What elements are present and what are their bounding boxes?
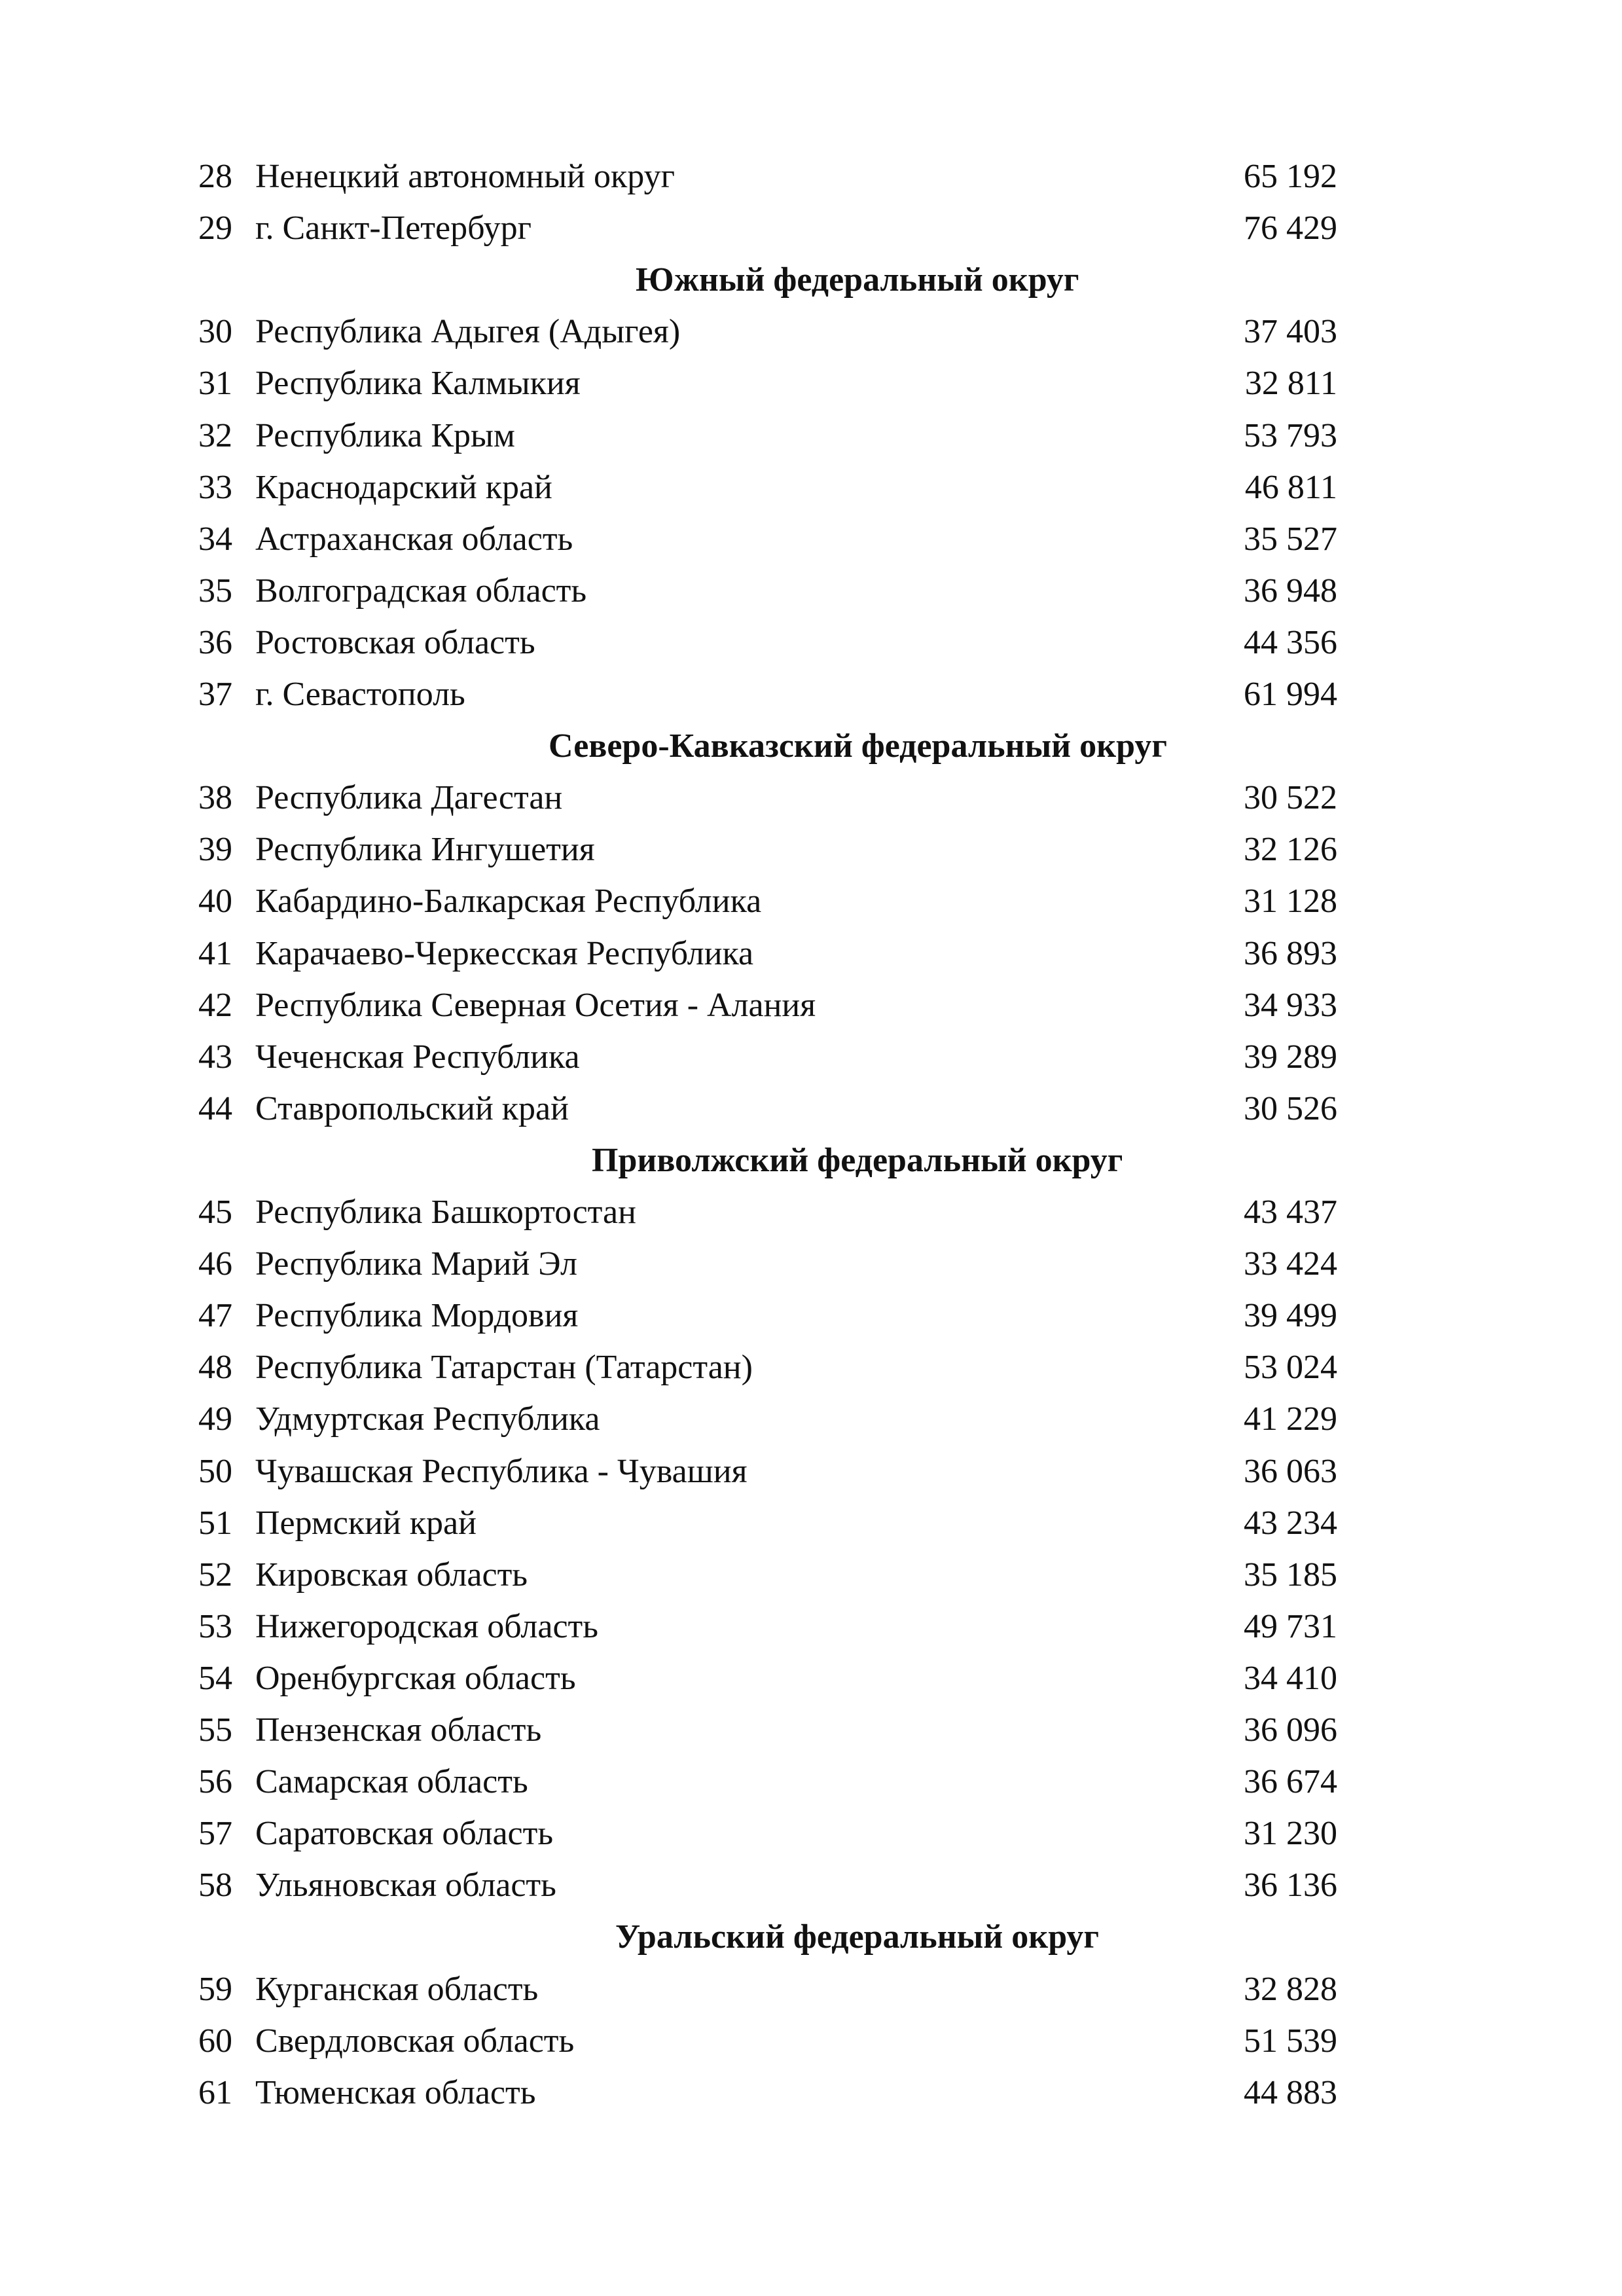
table-row [0,357,1622,409]
region-name: Республика Башкортостан [255,1194,636,1231]
region-name: Республика Адыгея (Адыгея) [255,313,681,351]
row-number: 55 [198,1711,232,1749]
table-row [0,1446,1622,1497]
region-value: 53 024 [1244,1349,1337,1387]
row-number: 39 [198,831,232,869]
section-title: Южный федеральный округ [636,261,1079,299]
row-number: 35 [198,572,232,610]
region-name: Кировская область [255,1556,528,1594]
table-row [0,462,1622,513]
row-number: 58 [198,1867,232,1904]
region-value: 39 289 [1244,1038,1337,1076]
region-name: Чеченская Республика [255,1038,580,1076]
region-name: Ставропольский край [255,1089,569,1127]
row-number: 30 [198,313,232,351]
region-value: 37 403 [1244,313,1337,351]
region-value: 31 230 [1244,1815,1337,1853]
section-title: Уральский федеральный округ [615,1918,1100,1956]
region-name: Республика Калмыкия [255,365,581,403]
table-row [0,1083,1622,1135]
row-number: 42 [198,986,232,1024]
region-name: Пензенская область [255,1711,542,1749]
region-value: 49 731 [1244,1607,1337,1645]
region-value: 31 128 [1244,883,1337,920]
region-value: 65 192 [1244,158,1337,195]
row-number: 34 [198,520,232,558]
region-name: Астраханская область [255,520,573,558]
row-number: 44 [198,1089,232,1127]
row-number: 28 [198,158,232,195]
region-value: 33 424 [1244,1245,1337,1283]
region-name: Республика Ингушетия [255,831,595,869]
region-name: г. Севастополь [255,676,465,713]
row-number: 32 [198,416,232,454]
table-row [0,1186,1622,1238]
region-value: 35 185 [1244,1556,1337,1594]
region-value: 32 811 [1244,365,1337,403]
region-value: 43 437 [1244,1194,1337,1231]
region-value: 30 526 [1244,1089,1337,1127]
table-row [0,979,1622,1031]
table-row [0,202,1622,254]
table-row [0,1601,1622,1652]
row-number: 36 [198,623,232,661]
row-number: 54 [198,1659,232,1697]
row-number: 57 [198,1815,232,1853]
row-number: 40 [198,883,232,920]
table-row [0,824,1622,875]
table-row [0,668,1622,720]
row-number: 56 [198,1763,232,1801]
region-value: 53 793 [1244,416,1337,454]
region-value: 36 948 [1244,572,1337,610]
section-heading [0,720,1622,772]
region-value: 61 994 [1244,676,1337,713]
region-name: Ненецкий автономный округ [255,158,675,195]
table-row [0,772,1622,824]
region-name: Республика Северная Осетия - Алания [255,986,816,1024]
region-value: 36 096 [1244,1711,1337,1749]
row-number: 53 [198,1607,232,1645]
row-number: 45 [198,1194,232,1231]
table-row [0,1238,1622,1290]
section-title: Приволжский федеральный округ [592,1141,1123,1179]
table-row [0,1497,1622,1549]
region-value: 39 499 [1244,1297,1337,1335]
row-number: 29 [198,210,232,247]
table-row [0,1341,1622,1393]
table-row [0,306,1622,357]
region-value: 34 933 [1244,986,1337,1024]
row-number: 59 [198,1970,232,2008]
region-name: Тюменская область [255,2073,536,2111]
row-number: 37 [198,676,232,713]
table-row [0,1756,1622,1808]
region-name: Чувашская Республика - Чувашия [255,1452,748,1490]
region-name: Саратовская область [255,1815,554,1853]
region-value: 32 126 [1244,831,1337,869]
region-name: Оренбургская область [255,1659,576,1697]
region-name: Республика Марий Эл [255,1245,577,1283]
row-number: 41 [198,934,232,972]
table-row [0,1031,1622,1083]
row-number: 52 [198,1556,232,1594]
table-row [0,565,1622,617]
region-value: 34 410 [1244,1659,1337,1697]
table-row [0,875,1622,927]
region-name: Свердловская область [255,2022,575,2060]
table-row [0,1859,1622,1911]
region-name: Ульяновская область [255,1867,556,1904]
region-value: 44 356 [1244,623,1337,661]
row-number: 43 [198,1038,232,1076]
region-name: Удмуртская Республика [255,1400,600,1438]
region-value: 46 811 [1244,468,1337,506]
row-number: 60 [198,2022,232,2060]
row-number: 48 [198,1349,232,1387]
region-name: Ростовская область [255,623,535,661]
table-row [0,513,1622,565]
region-value: 51 539 [1244,2022,1337,2060]
row-number: 51 [198,1504,232,1542]
table-row [0,2015,1622,2067]
region-value: 32 828 [1244,1970,1337,2008]
region-name: Курганская область [255,1970,539,2008]
table-row [0,1704,1622,1756]
region-name: Республика Татарстан (Татарстан) [255,1349,753,1387]
section-heading [0,1135,1622,1186]
region-name: Республика Мордовия [255,1297,579,1335]
table-row [0,1393,1622,1445]
region-value: 30 522 [1244,779,1337,817]
region-value: 76 429 [1244,210,1337,247]
region-value: 36 674 [1244,1763,1337,1801]
region-value: 36 893 [1244,934,1337,972]
table-row [0,1290,1622,1341]
region-name: Кабардино-Балкарская Республика [255,883,762,920]
region-value: 43 234 [1244,1504,1337,1542]
region-name: Республика Крым [255,416,515,454]
region-name: Самарская область [255,1763,528,1801]
row-number: 31 [198,365,232,403]
table-row [0,151,1622,202]
region-name: г. Санкт-Петербург [255,210,532,247]
region-value: 35 527 [1244,520,1337,558]
region-name: Карачаево-Черкесская Республика [255,934,754,972]
table-row [0,1963,1622,2015]
table-row [0,2067,1622,2119]
section-title: Северо-Кавказский федеральный округ [549,727,1167,765]
table-row [0,617,1622,668]
region-value: 44 883 [1244,2073,1337,2111]
section-heading [0,1911,1622,1963]
table-row [0,1808,1622,1859]
row-number: 46 [198,1245,232,1283]
row-number: 38 [198,779,232,817]
region-name: Республика Дагестан [255,779,563,817]
table-row [0,928,1622,979]
row-number: 50 [198,1452,232,1490]
table-row [0,1652,1622,1704]
row-number: 61 [198,2073,232,2111]
region-value: 41 229 [1244,1400,1337,1438]
region-name: Краснодарский край [255,468,552,506]
region-name: Волгоградская область [255,572,587,610]
row-number: 49 [198,1400,232,1438]
row-number: 47 [198,1297,232,1335]
region-value: 36 063 [1244,1452,1337,1490]
region-value: 36 136 [1244,1867,1337,1904]
table-row [0,410,1622,462]
region-name: Пермский край [255,1504,477,1542]
region-name: Нижегородская область [255,1607,598,1645]
table-row [0,1549,1622,1601]
section-heading [0,254,1622,306]
row-number: 33 [198,468,232,506]
